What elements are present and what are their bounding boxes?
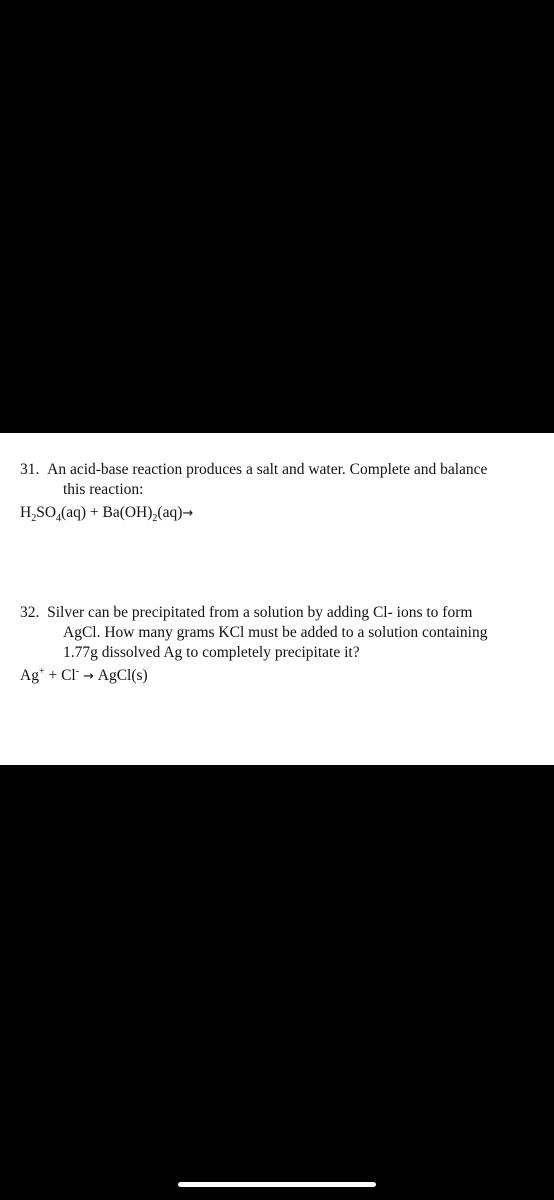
eq-product: AgCl(s) xyxy=(97,667,148,684)
eq-plus: + xyxy=(44,667,62,684)
document-page xyxy=(0,433,554,765)
question-32-line-1 xyxy=(20,603,550,623)
question-32-equation xyxy=(20,666,550,687)
home-indicator[interactable] xyxy=(178,1182,376,1187)
question-31-equation xyxy=(20,503,550,524)
eq-aq-2: (aq) xyxy=(157,504,183,521)
eq-ag: Ag xyxy=(20,667,39,684)
reaction-arrow-icon: → xyxy=(182,506,194,521)
question-31-line-1 xyxy=(20,460,550,480)
eq-baoh: Ba(OH) xyxy=(102,504,153,521)
question-31 xyxy=(20,460,550,524)
question-32-text-1: Silver can be precipitated from a solution by adding Cl- ions to form xyxy=(47,604,473,621)
question-32-number: 32. xyxy=(20,604,40,621)
eq-aq-1: (aq) xyxy=(61,504,86,521)
eq-so: SO xyxy=(36,504,57,521)
eq-cl: Cl xyxy=(61,667,76,684)
question-32-line-3: 1.77g dissolved Ag to completely precipitate it? xyxy=(63,644,360,661)
question-31-number: 31. xyxy=(20,461,40,478)
eq-plus: + xyxy=(85,504,103,521)
eq-so-subscript: 4 xyxy=(56,513,62,525)
eq-ag-charge: + xyxy=(38,665,45,677)
question-32-line-2: AgCl. How many grams KCl must be added to a solution containing xyxy=(63,624,488,641)
eq-h-subscript: 2 xyxy=(31,513,37,525)
question-31-text-1: An acid-base reaction produces a salt and water. Complete and balance xyxy=(47,461,488,478)
eq-baoh-subscript: 2 xyxy=(152,513,158,525)
question-31-line-2: this reaction: xyxy=(63,481,144,498)
eq-cl-charge: - xyxy=(75,665,80,677)
reaction-arrow-icon: → xyxy=(82,669,94,684)
question-32 xyxy=(20,603,550,687)
eq-h: H xyxy=(20,504,32,521)
